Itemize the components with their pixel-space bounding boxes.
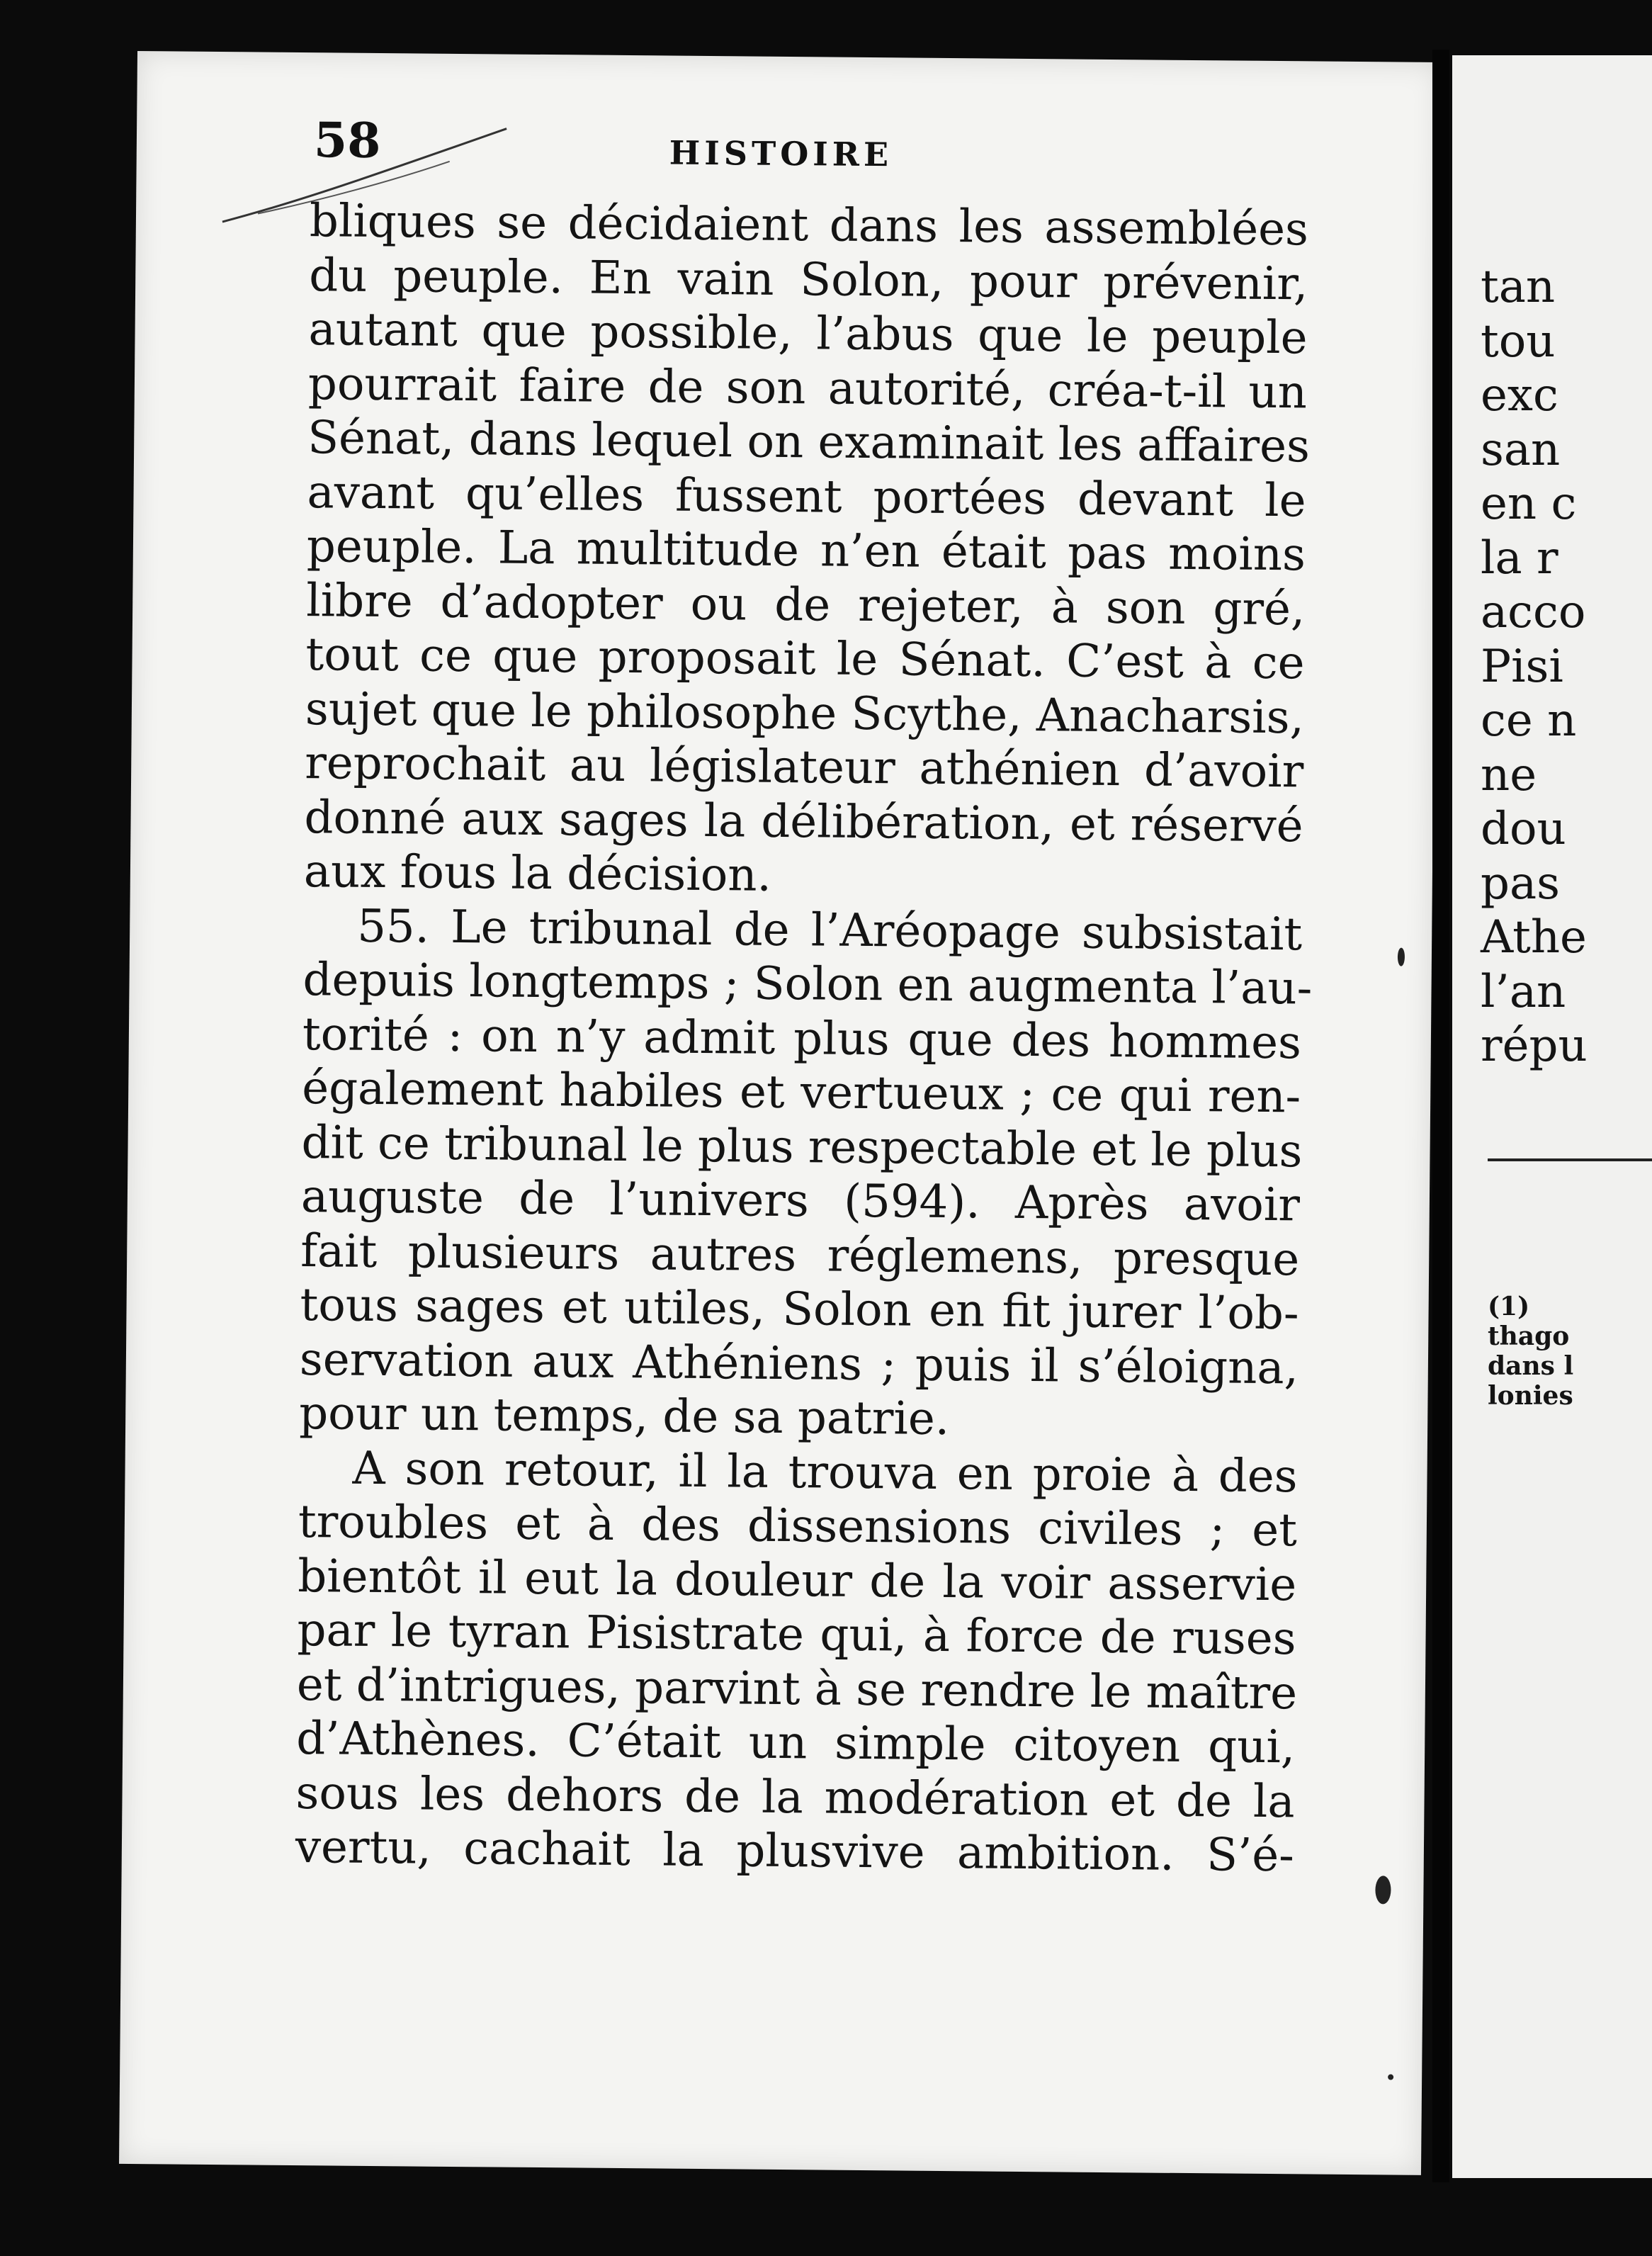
body-text (295, 194, 1313, 1883)
facing-page-footnote-line: thago (1488, 1321, 1570, 1351)
facing-page-line: ce n (1481, 694, 1577, 747)
facing-page-line: tou (1481, 315, 1556, 368)
text-line: et d’intrigues, parvint à se rendre le maître (296, 1658, 1298, 1720)
text-line: par le tyran Pisistrate qui, à force de ruses (297, 1604, 1296, 1666)
facing-page-footnote-line: dans l (1488, 1351, 1574, 1381)
facing-page-line: acco (1481, 586, 1586, 638)
text-line: peuple. La multitude n’en était pas moins (306, 520, 1306, 582)
text-line: depuis longtemps ; Solon en augmenta l’au- (302, 954, 1313, 1015)
facing-page-line: tan (1481, 261, 1556, 313)
facing-page-line: en c (1481, 478, 1577, 530)
facing-page-line: la r (1481, 531, 1558, 585)
facing-page-footnote-line: lonies (1488, 1381, 1573, 1411)
text-line: tous sages et utiles, Solon en fit jurer l’ob- (300, 1279, 1299, 1341)
facing-page-line: pas (1481, 857, 1560, 910)
text-line: avant qu’elles fussent portées devant le (307, 466, 1306, 527)
text-line: torité : on n’y admit plus que des hommes (302, 1008, 1302, 1069)
text-line: dit ce tribunal le plus respectable et le plus (301, 1116, 1303, 1178)
facing-page-line: Pisi (1481, 640, 1563, 693)
gutter (1432, 50, 1449, 2182)
text-line: 55. Le tribunal de l’Aréopage subsistait (356, 900, 1303, 961)
text-line: libre d’adopter ou de rejeter, à son gré, (305, 574, 1306, 636)
text-line: auguste de l’univers (594). Après avoir (300, 1171, 1301, 1232)
text-line: Sénat, dans lequel on examinait les affaires (307, 412, 1311, 473)
text-line: du peuple. En vain Solon, pour prévenir, (308, 249, 1308, 310)
ink-speck (1388, 2074, 1393, 2080)
facing-page-line: répu (1481, 1020, 1588, 1072)
left-page (119, 51, 1439, 2175)
text-line: autant que possible, l’abus que le peuple (308, 303, 1308, 365)
text-line: fait plusieurs autres réglemens, presque (300, 1224, 1300, 1286)
text-line: reprochait au législateur athénien d’avoir (304, 737, 1304, 799)
text-line: tout ce que proposait le Sénat. C’est à ce (305, 628, 1305, 690)
text-line: vertu, cachait la plusvive ambition. S’é- (295, 1821, 1295, 1883)
text-line: bliques se décidaient dans les assemblées (309, 195, 1309, 256)
facing-page-line: exc (1481, 369, 1558, 422)
running-title: HISTOIRE (669, 133, 893, 174)
facing-page (1452, 55, 1652, 2178)
text-line: A son retour, il la trouva en proie à des (352, 1442, 1298, 1503)
ink-speck (1398, 948, 1405, 966)
text-line: servation aux Athéniens ; puis il s’éloigna, (299, 1333, 1299, 1394)
facing-page-line: Athe (1481, 911, 1587, 964)
ink-speck (1375, 1876, 1391, 1904)
facing-page-line: l’an (1481, 965, 1566, 1018)
text-line: aux fous la décision. (303, 845, 772, 902)
text-line: également habiles et vertueux ; ce qui ren- (301, 1062, 1301, 1124)
text-line: pourrait faire de son autorité, créa-t-il un (307, 357, 1308, 419)
facing-page-line: san (1481, 423, 1561, 476)
facing-page-line: dou (1481, 803, 1566, 855)
text-line: troubles et à des dissensions civiles ; et (298, 1496, 1298, 1557)
text-line: donné aux sages la délibération, et réservé (304, 791, 1303, 852)
facing-page-footnote-line: (1) (1488, 1292, 1530, 1321)
text-line: d’Athènes. C’était un simple citoyen qui, (295, 1713, 1296, 1774)
page-number: 58 (313, 112, 381, 169)
text-line: bientôt il eut la douleur de la voir asservie (297, 1550, 1297, 1611)
text-line: sous les dehors de la modération et de la (295, 1766, 1295, 1828)
footnote-rule (1488, 1158, 1652, 1161)
facing-page-line: ne (1481, 748, 1537, 801)
text-line: sujet que le philosophe Scythe, Anacharsis, (305, 682, 1305, 744)
text-line: pour un temps, de sa patrie. (298, 1387, 950, 1446)
